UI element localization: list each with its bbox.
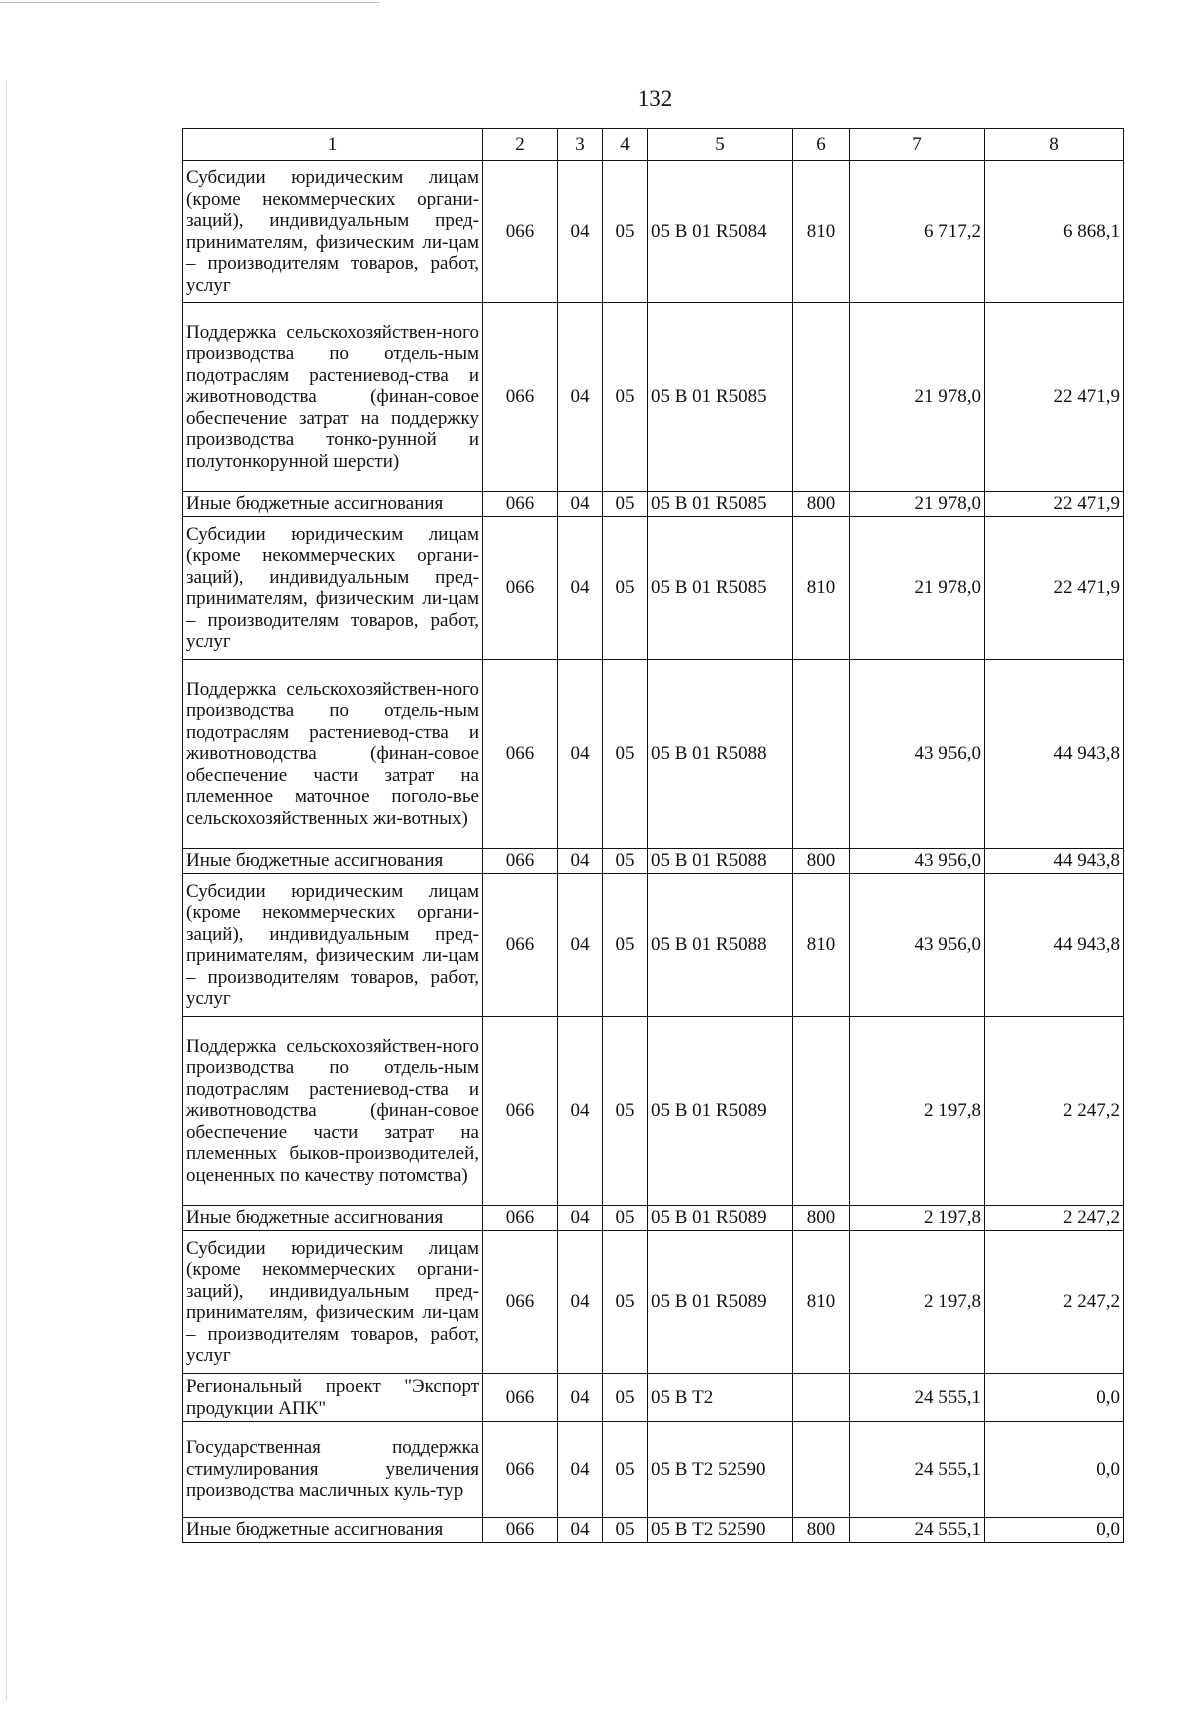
subsection-cell: 05 bbox=[603, 1518, 648, 1543]
subsection-cell: 05 bbox=[603, 1017, 648, 1206]
section-cell: 04 bbox=[558, 1374, 603, 1422]
target-article-cell: 05 В 01 R5088 bbox=[648, 874, 793, 1017]
table-row bbox=[183, 492, 1124, 517]
header-cell: 5 bbox=[648, 129, 793, 161]
row-description: Субсидии юридическим лицам (кроме некоммерческих органи-заций), индивидуальным пред-принимателям, физическим ли-цам – производителям товаров, работ, услуг bbox=[183, 161, 483, 303]
admin-code-cell: 066 bbox=[483, 660, 558, 849]
admin-code-cell: 066 bbox=[483, 1518, 558, 1543]
amount-year2-cell: 44 943,8 bbox=[985, 874, 1124, 1017]
section-cell: 04 bbox=[558, 1017, 603, 1206]
amount-year2-cell: 44 943,8 bbox=[985, 849, 1124, 874]
amount-year1-cell: 21 978,0 bbox=[850, 492, 985, 517]
amount-year1-cell: 43 956,0 bbox=[850, 660, 985, 849]
expense-type-cell: 800 bbox=[793, 1206, 850, 1231]
target-article-cell: 05 В 01 R5089 bbox=[648, 1017, 793, 1206]
amount-year2-cell: 6 868,1 bbox=[985, 161, 1124, 303]
amount-year1-cell: 24 555,1 bbox=[850, 1422, 985, 1518]
target-article-cell: 05 В Т2 52590 bbox=[648, 1422, 793, 1518]
subsection-cell: 05 bbox=[603, 1422, 648, 1518]
amount-year2-cell: 22 471,9 bbox=[985, 492, 1124, 517]
subsection-cell: 05 bbox=[603, 874, 648, 1017]
admin-code-cell: 066 bbox=[483, 874, 558, 1017]
amount-year1-cell: 21 978,0 bbox=[850, 303, 985, 492]
amount-year1-cell: 6 717,2 bbox=[850, 161, 985, 303]
amount-year2-cell: 2 247,2 bbox=[985, 1231, 1124, 1374]
section-cell: 04 bbox=[558, 492, 603, 517]
amount-year1-cell: 2 197,8 bbox=[850, 1231, 985, 1374]
section-cell: 04 bbox=[558, 303, 603, 492]
admin-code-cell: 066 bbox=[483, 161, 558, 303]
target-article-cell: 05 В 01 R5088 bbox=[648, 660, 793, 849]
amount-year1-cell: 2 197,8 bbox=[850, 1206, 985, 1231]
target-article-cell: 05 В 01 R5085 bbox=[648, 492, 793, 517]
admin-code-cell: 066 bbox=[483, 1017, 558, 1206]
header-cell: 6 bbox=[793, 129, 850, 161]
amount-year1-cell: 21 978,0 bbox=[850, 517, 985, 660]
target-article-cell: 05 В 01 R5089 bbox=[648, 1206, 793, 1231]
row-description: Поддержка сельскохозяйствен-ного производства по отдель-ным подотраслям растениевод-ства и животноводства (финан-совое обеспечение части затрат на племенных быков-производителей, оцененных по качеству потомства) bbox=[183, 1017, 483, 1206]
target-article-cell: 05 В 01 R5085 bbox=[648, 517, 793, 660]
expense-type-cell: 800 bbox=[793, 492, 850, 517]
table-row bbox=[183, 849, 1124, 874]
table-row bbox=[183, 874, 1124, 1017]
subsection-cell: 05 bbox=[603, 1206, 648, 1231]
row-description: Поддержка сельскохозяйствен-ного производства по отдель-ным подотраслям растениевод-ства и животноводства (финан-совое обеспечение части затрат на племенное маточное поголо-вье сельскохозяйственных жи-вотных) bbox=[183, 660, 483, 849]
amount-year2-cell: 0,0 bbox=[985, 1374, 1124, 1422]
table-row bbox=[183, 161, 1124, 303]
admin-code-cell: 066 bbox=[483, 1374, 558, 1422]
target-article-cell: 05 В Т2 bbox=[648, 1374, 793, 1422]
amount-year2-cell: 2 247,2 bbox=[985, 1017, 1124, 1206]
section-cell: 04 bbox=[558, 874, 603, 1017]
section-cell: 04 bbox=[558, 1518, 603, 1543]
row-description: Иные бюджетные ассигнования bbox=[183, 849, 483, 874]
table-row bbox=[183, 1422, 1124, 1518]
admin-code-cell: 066 bbox=[483, 1231, 558, 1374]
scan-edge-left bbox=[6, 80, 7, 1700]
section-cell: 04 bbox=[558, 1206, 603, 1231]
expense-type-cell bbox=[793, 660, 850, 849]
table-row bbox=[183, 1017, 1124, 1206]
table-row bbox=[183, 1374, 1124, 1422]
section-cell: 04 bbox=[558, 161, 603, 303]
row-description: Субсидии юридическим лицам (кроме некоммерческих органи-заций), индивидуальным пред-принимателям, физическим ли-цам – производителям товаров, работ, услуг bbox=[183, 1231, 483, 1374]
row-description: Субсидии юридическим лицам (кроме некоммерческих органи-заций), индивидуальным пред-принимателям, физическим ли-цам – производителям товаров, работ, услуг bbox=[183, 517, 483, 660]
header-cell: 8 bbox=[985, 129, 1124, 161]
subsection-cell: 05 bbox=[603, 303, 648, 492]
section-cell: 04 bbox=[558, 849, 603, 874]
amount-year2-cell: 44 943,8 bbox=[985, 660, 1124, 849]
amount-year2-cell: 2 247,2 bbox=[985, 1206, 1124, 1231]
expense-type-cell bbox=[793, 1374, 850, 1422]
expense-type-cell: 810 bbox=[793, 1231, 850, 1374]
expense-type-cell: 810 bbox=[793, 161, 850, 303]
amount-year1-cell: 24 555,1 bbox=[850, 1518, 985, 1543]
table-header-row bbox=[183, 129, 1124, 161]
table-row bbox=[183, 517, 1124, 660]
table-row bbox=[183, 303, 1124, 492]
page-number: 132 bbox=[637, 86, 673, 111]
subsection-cell: 05 bbox=[603, 849, 648, 874]
row-description: Иные бюджетные ассигнования bbox=[183, 1206, 483, 1231]
header-cell: 2 bbox=[483, 129, 558, 161]
section-cell: 04 bbox=[558, 1422, 603, 1518]
subsection-cell: 05 bbox=[603, 1374, 648, 1422]
section-cell: 04 bbox=[558, 1231, 603, 1374]
admin-code-cell: 066 bbox=[483, 1206, 558, 1231]
row-description: Иные бюджетные ассигнования bbox=[183, 1518, 483, 1543]
admin-code-cell: 066 bbox=[483, 849, 558, 874]
row-description: Поддержка сельскохозяйствен-ного производства по отдель-ным подотраслям растениевод-ства и животноводства (финан-совое обеспечение затрат на поддержку производства тонко-рунной и полутонкорунной шерсти) bbox=[183, 303, 483, 492]
amount-year2-cell: 0,0 bbox=[985, 1518, 1124, 1543]
budget-table bbox=[182, 128, 1124, 1543]
scan-edge-top bbox=[0, 2, 380, 3]
amount-year1-cell: 2 197,8 bbox=[850, 1017, 985, 1206]
target-article-cell: 05 В 01 R5084 bbox=[648, 161, 793, 303]
target-article-cell: 05 В 01 R5088 bbox=[648, 849, 793, 874]
subsection-cell: 05 bbox=[603, 660, 648, 849]
table-row bbox=[183, 660, 1124, 849]
row-description: Региональный проект "Экспорт продукции АПК" bbox=[183, 1374, 483, 1422]
amount-year1-cell: 43 956,0 bbox=[850, 849, 985, 874]
subsection-cell: 05 bbox=[603, 517, 648, 660]
subsection-cell: 05 bbox=[603, 492, 648, 517]
table-row bbox=[183, 1518, 1124, 1543]
admin-code-cell: 066 bbox=[483, 517, 558, 660]
header-cell: 7 bbox=[850, 129, 985, 161]
header-cell: 3 bbox=[558, 129, 603, 161]
amount-year2-cell: 0,0 bbox=[985, 1422, 1124, 1518]
expense-type-cell bbox=[793, 303, 850, 492]
header-cell: 4 bbox=[603, 129, 648, 161]
subsection-cell: 05 bbox=[603, 1231, 648, 1374]
expense-type-cell bbox=[793, 1017, 850, 1206]
section-cell: 04 bbox=[558, 517, 603, 660]
expense-type-cell: 800 bbox=[793, 849, 850, 874]
section-cell: 04 bbox=[558, 660, 603, 849]
row-description: Иные бюджетные ассигнования bbox=[183, 492, 483, 517]
expense-type-cell: 800 bbox=[793, 1518, 850, 1543]
target-article-cell: 05 В 01 R5085 bbox=[648, 303, 793, 492]
expense-type-cell bbox=[793, 1422, 850, 1518]
admin-code-cell: 066 bbox=[483, 492, 558, 517]
target-article-cell: 05 В Т2 52590 bbox=[648, 1518, 793, 1543]
row-description: Государственная поддержка стимулирования увеличения производства масличных куль-тур bbox=[183, 1422, 483, 1518]
table-row bbox=[183, 1231, 1124, 1374]
expense-type-cell: 810 bbox=[793, 517, 850, 660]
amount-year1-cell: 43 956,0 bbox=[850, 874, 985, 1017]
amount-year2-cell: 22 471,9 bbox=[985, 303, 1124, 492]
admin-code-cell: 066 bbox=[483, 303, 558, 492]
amount-year1-cell: 24 555,1 bbox=[850, 1374, 985, 1422]
target-article-cell: 05 В 01 R5089 bbox=[648, 1231, 793, 1374]
header-cell: 1 bbox=[183, 129, 483, 161]
table-row bbox=[183, 1206, 1124, 1231]
admin-code-cell: 066 bbox=[483, 1422, 558, 1518]
amount-year2-cell: 22 471,9 bbox=[985, 517, 1124, 660]
expense-type-cell: 810 bbox=[793, 874, 850, 1017]
subsection-cell: 05 bbox=[603, 161, 648, 303]
row-description: Субсидии юридическим лицам (кроме некоммерческих органи-заций), индивидуальным пред-принимателям, физическим ли-цам – производителям товаров, работ, услуг bbox=[183, 874, 483, 1017]
